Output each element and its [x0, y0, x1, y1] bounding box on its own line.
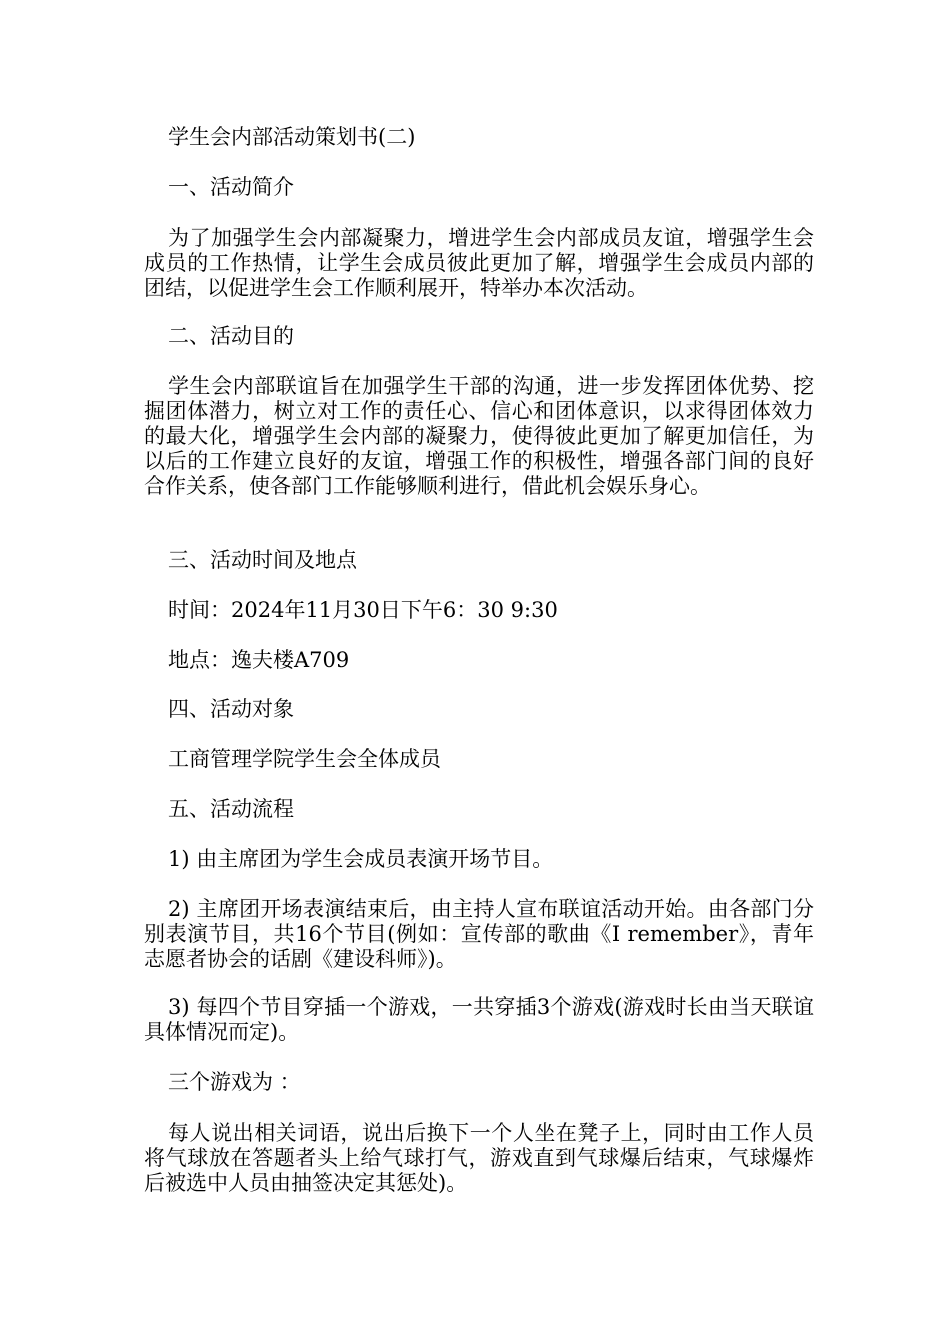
event-time: 时间：2024年11月30日下午6：30 9:30 — [168, 598, 558, 622]
section-heading-purpose: 二、活动目的 — [168, 324, 294, 348]
process-step-3: 3) 每四个节目穿插一个游戏，一共穿插3个游戏(游戏时长由当天联谊具体情况而定)。 — [144, 995, 814, 1044]
section-heading-time-place: 三、活动时间及地点 — [168, 548, 357, 572]
process-step-2: 2) 主席团开场表演结束后，由主持人宣布联谊活动开始。由各部门分别表演节目，共16个节目(例如：宣传部的歌曲《I remember》，青年志愿者协会的话剧《建设科师》)。 — [144, 897, 814, 971]
event-audience: 工商管理学院学生会全体成员 — [168, 747, 441, 771]
section-heading-audience: 四、活动对象 — [168, 697, 294, 721]
section-heading-process: 五、活动流程 — [168, 797, 294, 821]
section-heading-intro: 一、活动简介 — [168, 175, 294, 199]
paragraph-purpose: 学生会内部联谊旨在加强学生干部的沟通，进一步发挥团体优势、挖掘团体潜力，树立对工作的责任心、信心和团体意识，以求得团体效力的最大化，增强学生会内部的凝聚力，使得彼此更加了解更加信任，为以后的工作建立良好的友谊，增强工作的积极性，增强各部门间的良好合作关系，使各部门工作能够顺利进行，借此机会娱乐身心。 — [144, 374, 814, 498]
process-step-1: 1) 由主席团为学生会成员表演开场节目。 — [168, 847, 554, 871]
paragraph-intro: 为了加强学生会内部凝聚力，增进学生会内部成员友谊，增强学生会成员的工作热情，让学生会成员彼此更加了解，增强学生会成员内部的团结，以促进学生会工作顺利展开，特举办本次活动。 — [144, 226, 814, 300]
event-place: 地点：逸夫楼A709 — [168, 648, 350, 672]
games-heading: 三个游戏为 ： — [168, 1070, 301, 1094]
games-description: 每人说出相关词语，说出后换下一个人坐在凳子上，同时由工作人员将气球放在答题者头上给气球打气，游戏直到气球爆后结束，气球爆炸后被选中人员由抽签决定其惩处)。 — [144, 1121, 814, 1195]
document-title: 学生会内部活动策划书(二) — [168, 125, 416, 149]
